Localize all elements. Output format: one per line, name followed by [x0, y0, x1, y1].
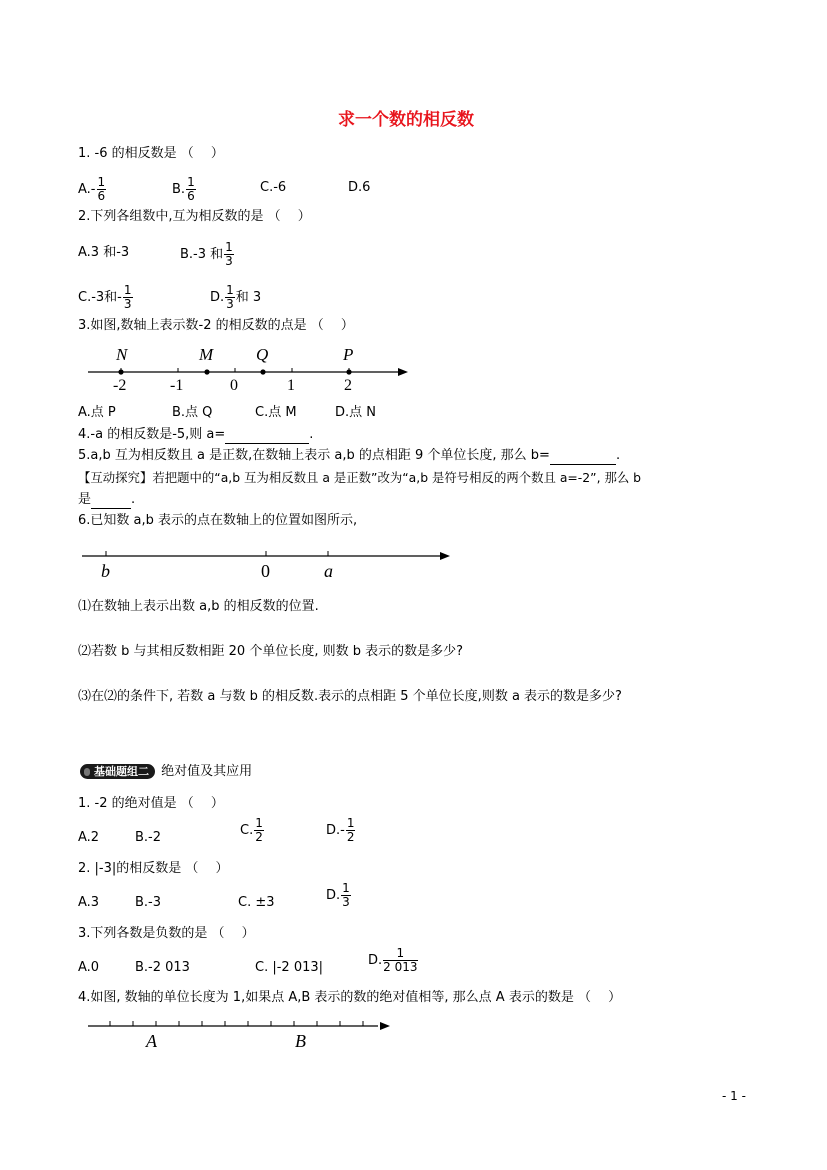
point-m — [204, 369, 209, 374]
s2-question-1-stem: 1. -2 的绝对值是 （ ） — [78, 796, 224, 811]
question-3-option-a: A.点 P — [78, 405, 116, 420]
section-badge: 基础题组二 — [80, 764, 155, 779]
point-q — [260, 369, 265, 374]
question-2-stem: 2.下列各组数中,互为相反数的是 （ ） — [78, 209, 311, 224]
question-1-option-c: C.-6 — [260, 180, 287, 195]
question-6-part-1: ⑴在数轴上表示出数 a,b 的相反数的位置. — [78, 599, 319, 614]
page-title: 求一个数的相反数 — [338, 110, 474, 130]
label-b: b — [101, 561, 110, 581]
fraction: $\frac{1}{2 013}$ — [383, 946, 418, 974]
question-6-part-3: ⑶在⑵的条件下, 若数 a 与数 b 的相反数.表示的点相距 5 个单位长度,则数 a 表示的数是多少? — [78, 689, 622, 704]
s2-question-3-stem: 3.下列各数是负数的是 （ ） — [78, 926, 255, 941]
s2-question-2-option-a: A.3 — [78, 895, 100, 910]
fraction: $\frac{1}{6}$ — [187, 175, 195, 203]
tick-label: -2 — [113, 377, 127, 394]
fraction: $\frac{1}{3}$ — [225, 240, 233, 268]
question-3-stem: 3.如图,数轴上表示数-2 的相反数的点是 （ ） — [78, 318, 354, 333]
s2-question-1-option-d: D.- $\frac{1}{2}$ — [326, 816, 355, 844]
answer-blank — [91, 492, 131, 509]
question-3-option-c: C.点 M — [255, 405, 297, 420]
tick-label: 2 — [344, 377, 352, 394]
label-p: P — [343, 345, 354, 364]
label-n: N — [116, 345, 128, 364]
tick-label: 1 — [287, 377, 295, 394]
question-6-part-2: ⑵若数 b 与其相反数相距 20 个单位长度, 则数 b 表示的数是多少? — [78, 644, 464, 659]
s2-question-2-stem: 2. |-3|的相反数是 （ ） — [78, 861, 229, 876]
page-number: - 1 - — [722, 1089, 746, 1103]
label-m: M — [199, 345, 214, 364]
s2-question-3-option-b: B.-2 013 — [135, 960, 190, 975]
s2-question-4-stem: 4.如图, 数轴的单位长度为 1,如果点 A,B 表示的数的绝对值相等, 那么点 A 表示的数是 （ ） — [78, 990, 622, 1005]
s2-question-2-option-d: D. $\frac{1}{3}$ — [326, 881, 350, 909]
label-q: Q — [256, 345, 269, 364]
question-4: 4.-a 的相反数是-5,则 a= . — [78, 427, 314, 442]
s2-question-3-option-d: D. $\frac{1}{2 013}$ — [368, 946, 418, 974]
point-p — [346, 369, 351, 374]
tick-label: -1 — [170, 377, 184, 394]
fraction: $\frac{1}{2}$ — [346, 816, 355, 844]
s2-question-2-option-b: B.-3 — [135, 895, 162, 910]
tick-label: 0 — [230, 377, 238, 394]
question-3-option-b: B.点 Q — [172, 405, 213, 420]
fraction: $\frac{1}{2}$ — [255, 816, 263, 844]
interactive-explore: 【互动探究】若把题中的“a,b 互为相反数且 a 是正数”改为“a,b 是符号相反的两个数且 a=-2”, 那么 b — [78, 470, 642, 485]
number-line-figure-q3 — [78, 342, 418, 394]
question-1-stem: 1. -6 的相反数是 （ ） — [78, 146, 224, 161]
fraction: $\frac{1}{3}$ — [123, 283, 132, 311]
question-2-option-c: C.-3和- $\frac{1}{3}$ — [78, 283, 132, 311]
number-line-figure-q6 — [78, 544, 458, 584]
question-5: 5.a,b 互为相反数且 a 是正数,在数轴上表示 a,b 的点相距 9 个单位长度, 那么 b= . — [78, 448, 621, 463]
label-b: B — [295, 1031, 306, 1051]
label-a: A — [146, 1031, 157, 1051]
answer-blank — [225, 427, 309, 444]
question-6-stem: 6.已知数 a,b 表示的点在数轴上的位置如图所示, — [78, 513, 358, 528]
section-header — [80, 764, 252, 780]
question-2-option-a: A.3 和-3 — [78, 245, 130, 260]
question-1-option-a: A.- $\frac{1}{6}$ — [78, 175, 106, 203]
question-1-option-d: D.6 — [348, 180, 371, 195]
s2-question-1-option-c: C. $\frac{1}{2}$ — [240, 816, 263, 844]
s2-question-3-option-a: A.0 — [78, 960, 100, 975]
fraction: $\frac{1}{3}$ — [226, 283, 234, 311]
s2-question-2-option-c: C. ±3 — [238, 895, 275, 910]
number-line-figure-s2q4 — [78, 1014, 408, 1054]
fraction: $\frac{1}{3}$ — [342, 881, 350, 909]
section-title: 绝对值及其应用 — [161, 764, 253, 779]
s2-question-1-option-b: B.-2 — [135, 830, 162, 845]
s2-question-1-option-a: A.2 — [78, 830, 100, 845]
fraction: $\frac{1}{6}$ — [97, 175, 106, 203]
label-a: a — [324, 561, 333, 581]
question-2-option-b: B.-3 和 $\frac{1}{3}$ — [180, 240, 233, 268]
question-3-option-d: D.点 N — [335, 405, 376, 420]
interactive-explore-line2: 是 . — [78, 492, 136, 507]
question-2-option-d: D. $\frac{1}{3}$ 和 3 — [210, 283, 262, 311]
question-1-option-b: B. $\frac{1}{6}$ — [172, 175, 195, 203]
s2-question-3-option-c: C. |-2 013| — [255, 960, 324, 975]
point-n — [118, 369, 123, 374]
label-zero: 0 — [261, 561, 270, 581]
answer-blank — [550, 448, 616, 465]
